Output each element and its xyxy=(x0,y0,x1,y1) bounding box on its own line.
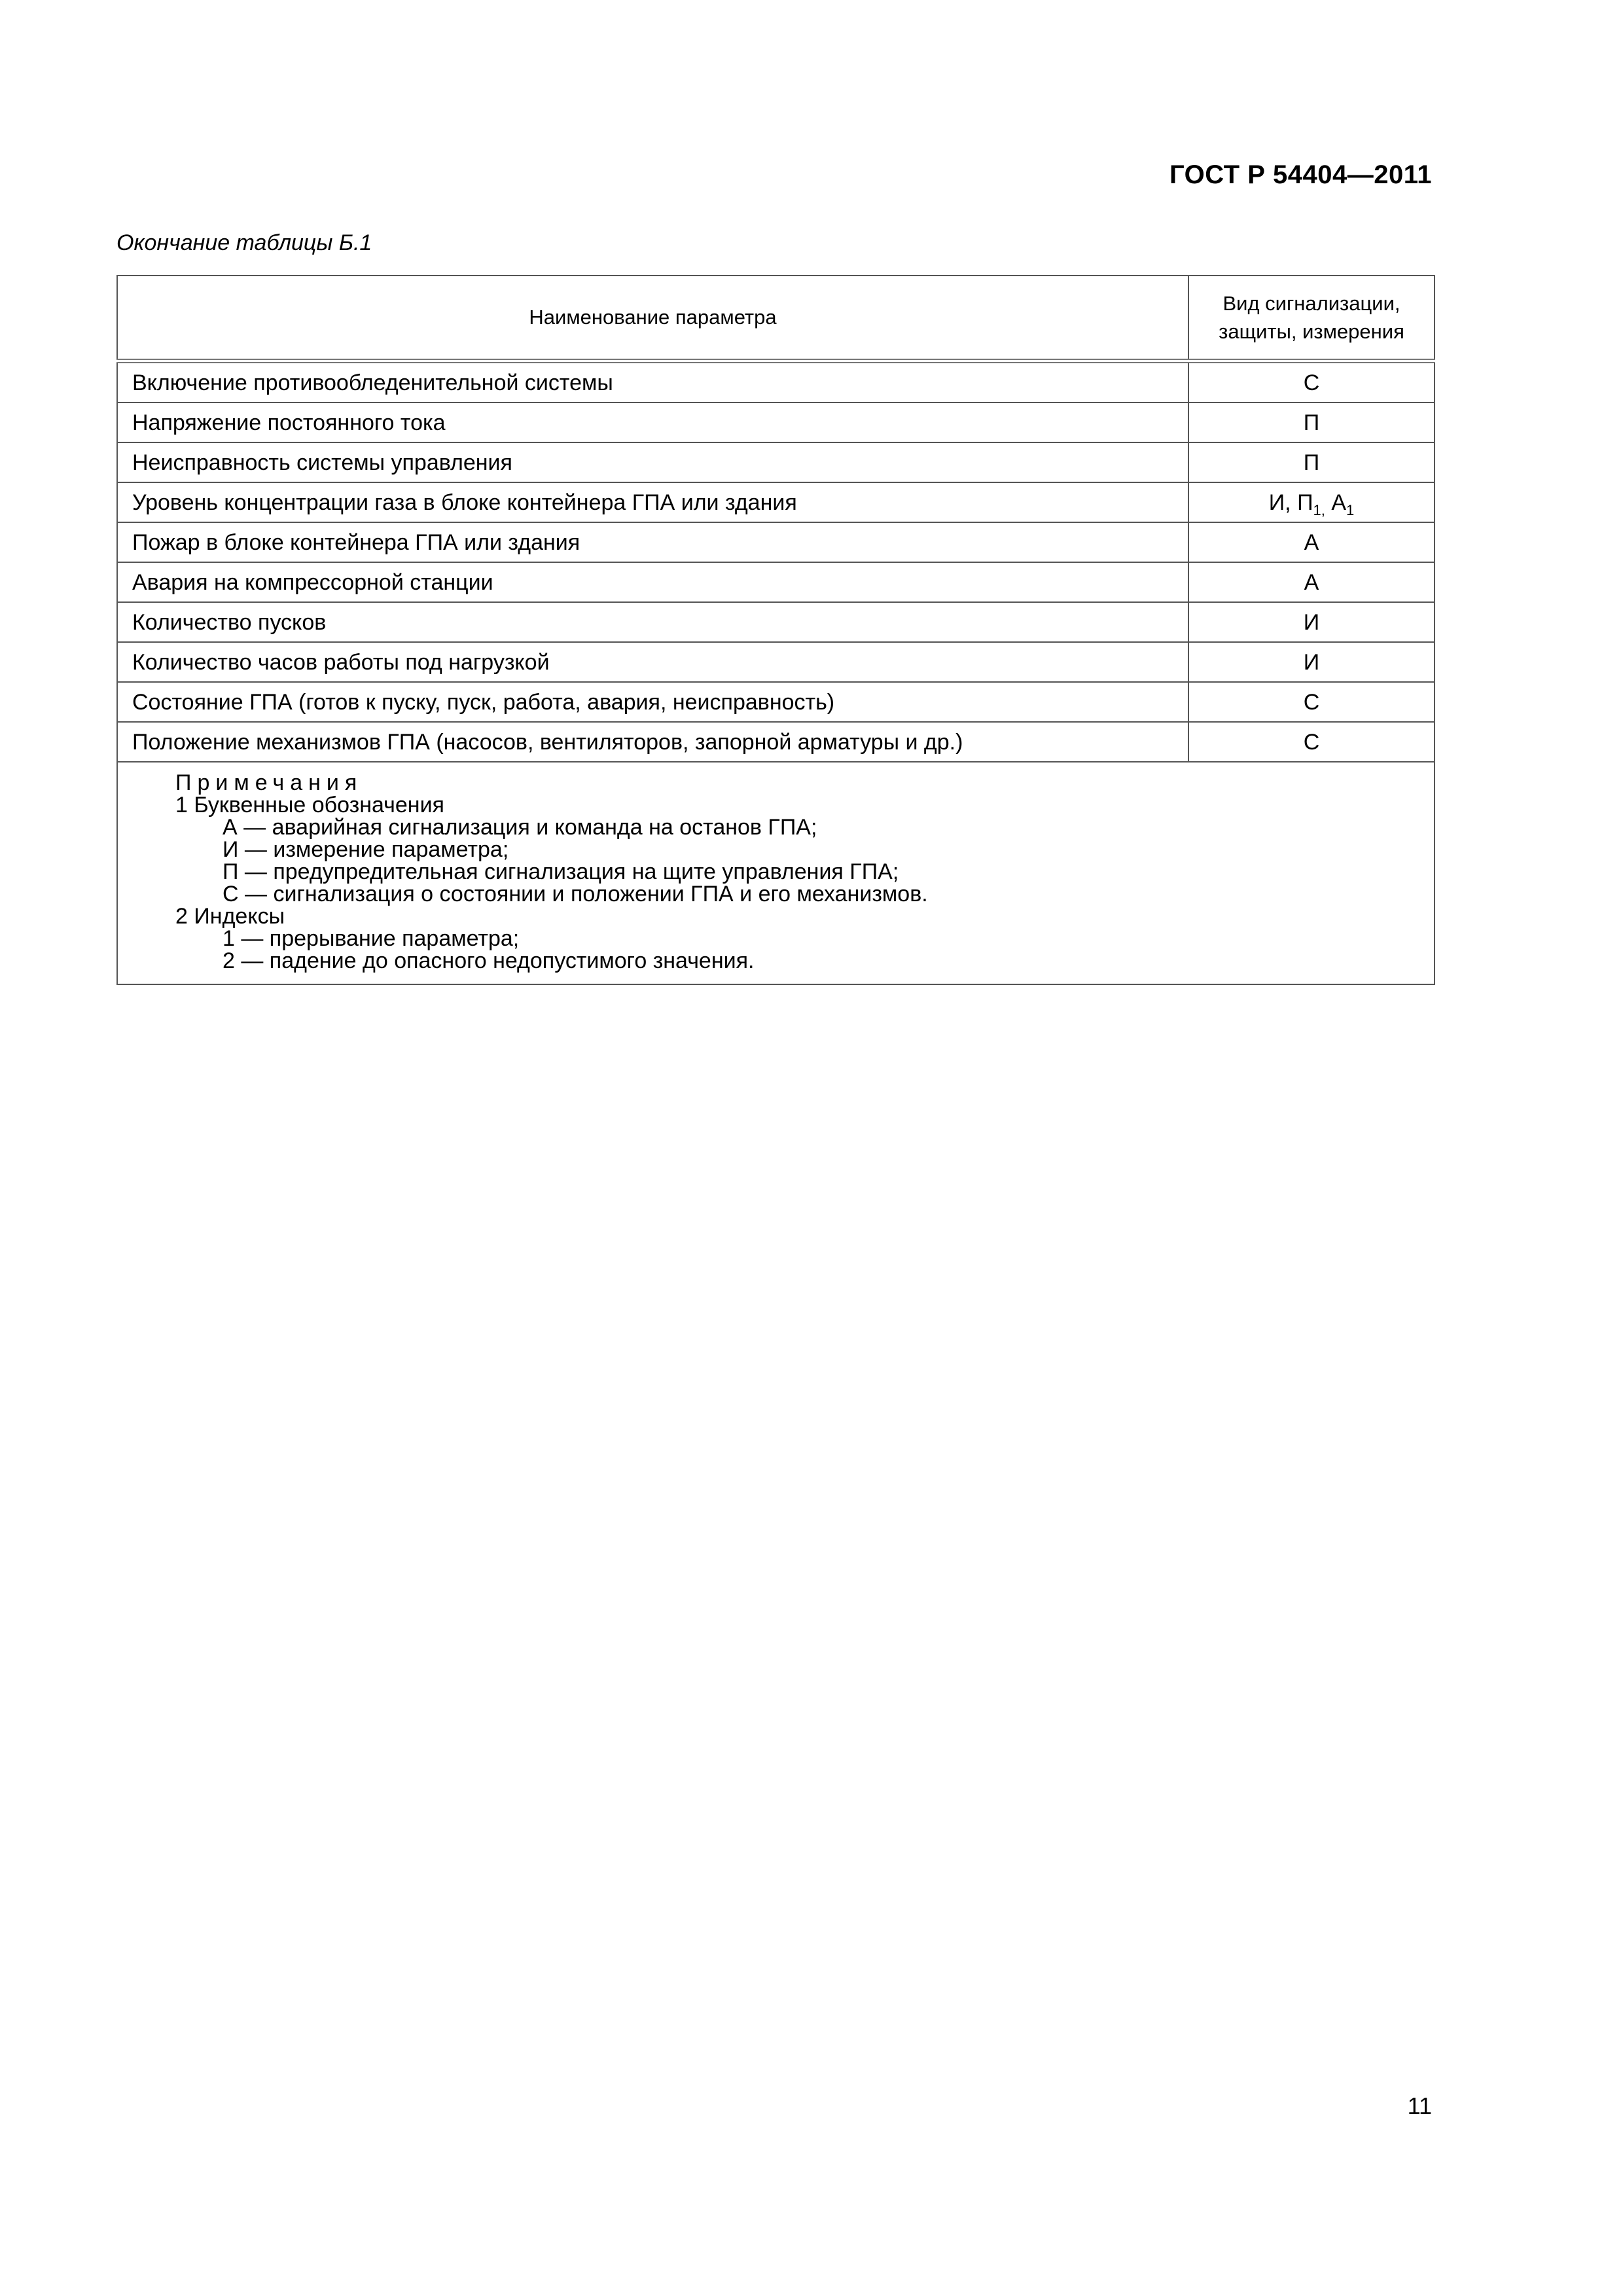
code-cell: С xyxy=(1188,361,1435,403)
notes-line: А — аварийная сигнализация и команда на останов ГПА; xyxy=(223,815,817,840)
code-part: И, П xyxy=(1268,490,1313,515)
table-row xyxy=(117,403,1435,442)
code-cell: П xyxy=(1188,442,1435,482)
table-row xyxy=(117,642,1435,682)
code-subscript: 1 xyxy=(1346,501,1355,518)
code-cell: А xyxy=(1188,562,1435,602)
param-cell: Неисправность системы управления xyxy=(117,442,1188,482)
param-cell: Напряжение постоянного тока xyxy=(117,403,1188,442)
table-row xyxy=(117,522,1435,562)
notes-line: И — измерение параметра; xyxy=(223,837,509,862)
parameters-table xyxy=(116,275,1435,985)
param-cell: Пожар в блоке контейнера ГПА или здания xyxy=(117,522,1188,562)
notes-title: Примечания xyxy=(175,770,363,795)
notes-cell xyxy=(117,762,1435,984)
code-cell: П xyxy=(1188,403,1435,442)
code-cell: И xyxy=(1188,602,1435,642)
column-header-param: Наименование параметра xyxy=(117,276,1188,361)
notes-line: П — предупредительная сигнализация на щите управления ГПА; xyxy=(223,859,899,884)
code-part: А xyxy=(1325,490,1346,515)
column-header-type-line1: Вид сигнализации, xyxy=(1222,291,1400,315)
param-cell: Уровень концентрации газа в блоке контейнера ГПА или здания xyxy=(117,482,1188,522)
table-row xyxy=(117,562,1435,602)
column-header-type xyxy=(1188,276,1435,361)
code-cell: И xyxy=(1188,642,1435,682)
param-cell: Включение противообледенительной системы xyxy=(117,361,1188,403)
notes-line: 1 — прерывание параметра; xyxy=(223,926,520,951)
column-header-type-line2: защиты, измерения xyxy=(1219,320,1404,343)
page-number: 11 xyxy=(1407,2092,1432,2119)
code-subscript: 1, xyxy=(1313,501,1325,518)
param-cell: Положение механизмов ГПА (насосов, вентиляторов, запорной арматуры и др.) xyxy=(117,722,1188,762)
param-cell: Авария на компрессорной станции xyxy=(117,562,1188,602)
notes-line: 2 — падение до опасного недопустимого значения. xyxy=(223,948,755,973)
table-row xyxy=(117,602,1435,642)
notes-item1-title: 1 Буквенные обозначения xyxy=(175,793,444,817)
param-cell: Количество часов работы под нагрузкой xyxy=(117,642,1188,682)
document-code: ГОСТ Р 54404—2011 xyxy=(1169,160,1432,189)
code-cell: С xyxy=(1188,682,1435,722)
notes-line: С — сигнализация о состоянии и положении ГПА и его механизмов. xyxy=(223,882,928,906)
table-row xyxy=(117,722,1435,762)
table-row xyxy=(117,442,1435,482)
code-cell: С xyxy=(1188,722,1435,762)
notes-item2-title: 2 Индексы xyxy=(175,904,285,929)
param-cell: Состояние ГПА (готов к пуску, пуск, работа, авария, неисправность) xyxy=(117,682,1188,722)
notes-row xyxy=(117,762,1435,984)
table-row xyxy=(117,482,1435,522)
table-header-row xyxy=(117,276,1435,361)
table-caption: Окончание таблицы Б.1 xyxy=(116,230,372,255)
param-cell: Количество пусков xyxy=(117,602,1188,642)
table-row xyxy=(117,361,1435,403)
code-cell: А xyxy=(1188,522,1435,562)
code-cell xyxy=(1188,482,1435,522)
table-row xyxy=(117,682,1435,722)
